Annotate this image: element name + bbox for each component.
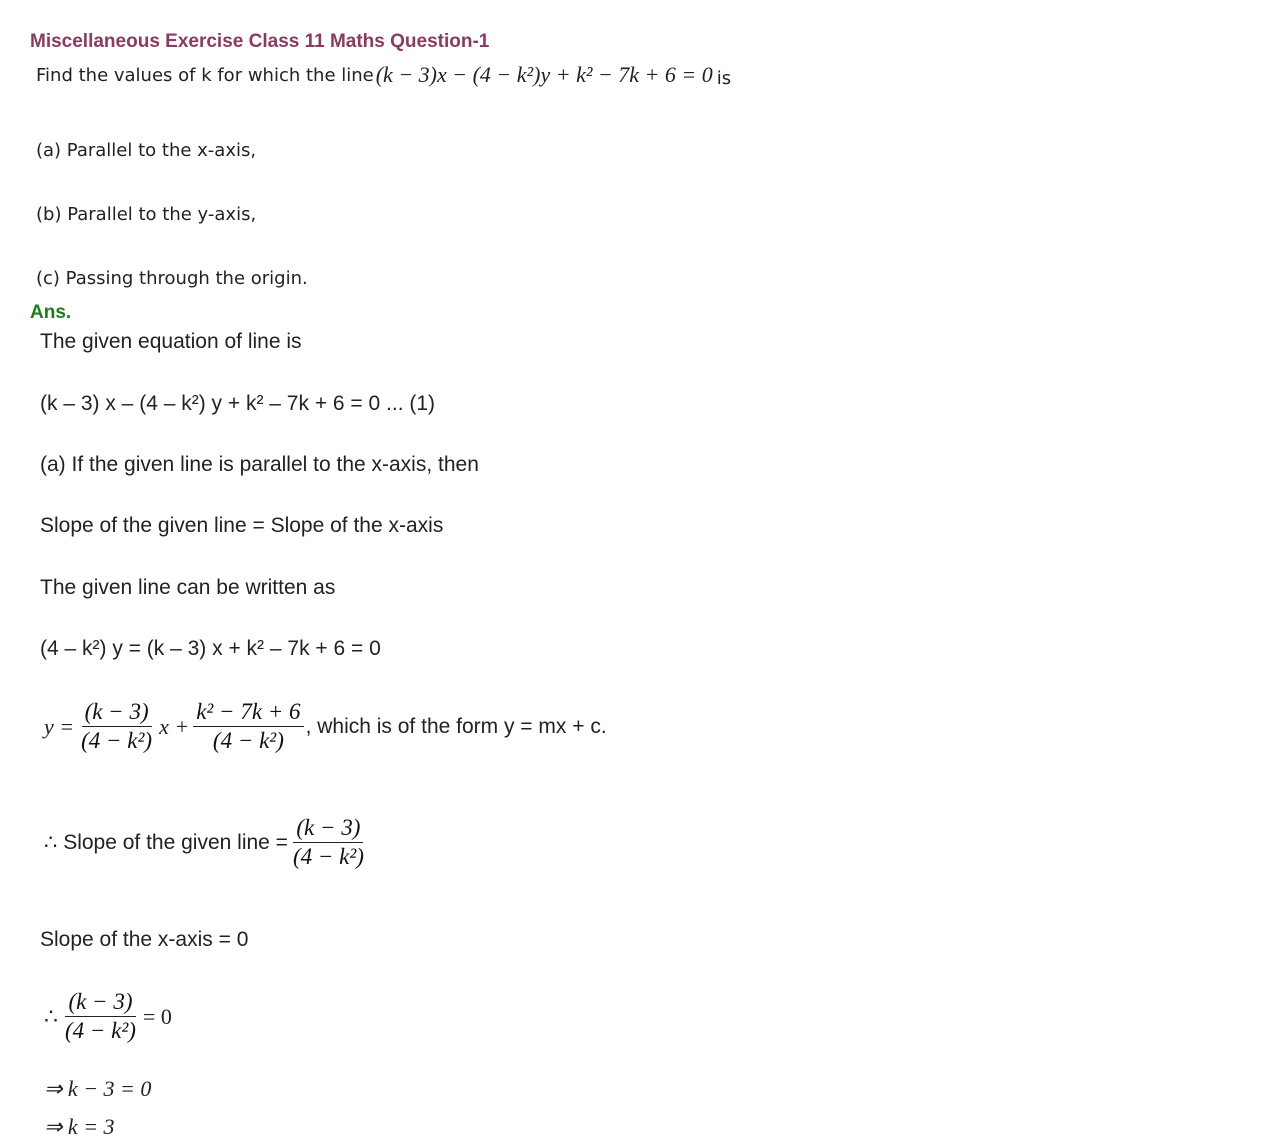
fraction-1-denominator: (4 − k²) — [81, 728, 153, 754]
solution-step-2: ⇒ k = 3 — [44, 1114, 115, 1139]
x-plus: x + — [159, 713, 190, 739]
slope-x-axis: Slope of the x-axis = 0 — [40, 928, 249, 951]
answer-label: Ans. — [30, 302, 72, 323]
answer-line-2: (k – 3) x – (4 – k²) y + k² – 7k + 6 = 0 ... (1) — [40, 392, 436, 415]
equation-fraction — [62, 990, 139, 1043]
page-title: Miscellaneous Exercise Class 11 Maths Question-1 — [30, 31, 490, 52]
question-equation: (k − 3)x − (4 − k²)y + k² − 7k + 6 = 0 — [375, 62, 713, 87]
solution-step-1: ⇒ k − 3 = 0 — [44, 1076, 152, 1101]
answer-line-5: The given line can be written as — [40, 576, 336, 599]
equation-rhs: = 0 — [142, 1003, 172, 1029]
fraction-2 — [193, 700, 303, 753]
question-intro: Find the values of k for which the line — [36, 64, 374, 86]
slope-intercept-form — [44, 700, 607, 753]
question-part-b: (b) Parallel to the y-axis, — [36, 204, 257, 225]
slope-equation — [44, 990, 172, 1043]
fraction-2-numerator: k² − 7k + 6 — [193, 700, 303, 727]
slope-text: ∴ Slope of the given line = — [44, 831, 288, 855]
question-part-a: (a) Parallel to the x-axis, — [36, 140, 257, 161]
answer-line-3: (a) If the given line is parallel to the x-axis, then — [40, 453, 479, 476]
therefore-symbol: ∴ — [44, 1003, 58, 1029]
slope-fraction — [290, 816, 367, 869]
equation-denominator: (4 − k²) — [65, 1018, 136, 1044]
fraction-1 — [78, 700, 155, 753]
form-y: y = — [44, 713, 75, 739]
answer-line-6: (4 – k²) y = (k – 3) x + k² – 7k + 6 = 0 — [40, 637, 381, 660]
answer-line-1: The given equation of line is — [40, 330, 302, 353]
slope-of-given-line — [44, 816, 367, 869]
answer-line-4: Slope of the given line = Slope of the x-axis — [40, 514, 444, 537]
equation-numerator: (k − 3) — [65, 990, 135, 1017]
question-statement — [36, 62, 731, 88]
form-text: , which is of the form y = mx + c. — [305, 714, 607, 738]
question-part-c: (c) Passing through the origin. — [36, 268, 308, 289]
slope-denominator: (4 − k²) — [292, 844, 364, 870]
question-suffix: is — [716, 67, 732, 89]
fraction-1-numerator: (k − 3) — [82, 700, 152, 727]
slope-numerator: (k − 3) — [293, 816, 363, 843]
fraction-2-denominator: (4 − k²) — [212, 728, 284, 754]
